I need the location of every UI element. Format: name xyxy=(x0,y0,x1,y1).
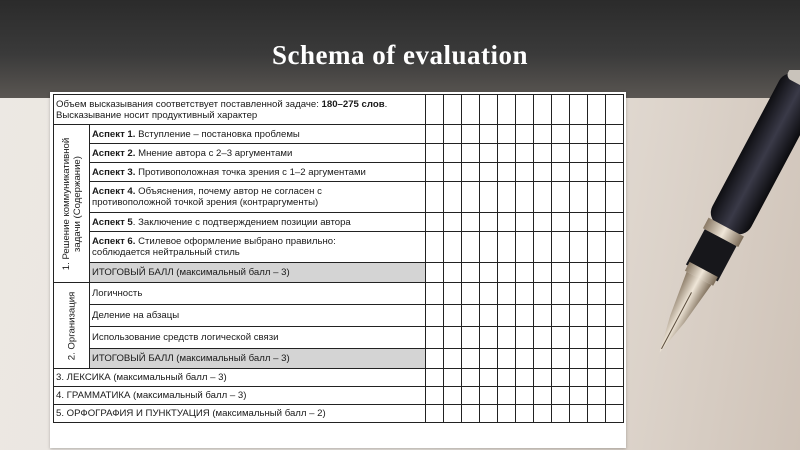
score-cell xyxy=(444,125,462,144)
score-cell xyxy=(426,387,444,405)
score-cell xyxy=(534,95,552,125)
score-cell xyxy=(606,369,624,387)
score-cell xyxy=(552,213,570,232)
score-cell xyxy=(606,387,624,405)
score-cell xyxy=(534,349,552,369)
score-cell xyxy=(426,349,444,369)
section2-label: 2. Организация xyxy=(54,283,90,369)
score-cell xyxy=(534,283,552,305)
score-cell xyxy=(462,182,480,213)
score-cell xyxy=(552,163,570,182)
score-cell xyxy=(444,327,462,349)
score-cell xyxy=(534,182,552,213)
table-row xyxy=(54,232,624,263)
score-cell xyxy=(552,232,570,263)
score-cell xyxy=(498,405,516,423)
score-cell xyxy=(462,369,480,387)
score-cell xyxy=(570,95,588,125)
aspect-cell: Аспект 2. Мнение автора с 2–3 аргументами xyxy=(90,144,426,163)
score-cell xyxy=(516,369,534,387)
score-cell xyxy=(552,349,570,369)
lexis-cell: 3. ЛЕКСИКА (максимальный балл – 3) xyxy=(54,369,426,387)
score-cell xyxy=(426,283,444,305)
score-cell xyxy=(480,405,498,423)
spelling-punctuation-cell: 5. ОРФОГРАФИЯ И ПУНКТУАЦИЯ (максимальный балл – 2) xyxy=(54,405,426,423)
score-cell xyxy=(426,405,444,423)
score-cell xyxy=(480,263,498,283)
evaluation-sheet xyxy=(50,92,626,448)
score-cell xyxy=(588,327,606,349)
table-row xyxy=(54,182,624,213)
score-cell xyxy=(588,405,606,423)
score-cell xyxy=(516,405,534,423)
score-cell xyxy=(480,327,498,349)
score-cell xyxy=(534,144,552,163)
score-cell xyxy=(588,349,606,369)
score-cell xyxy=(588,95,606,125)
score-cell xyxy=(498,182,516,213)
score-cell xyxy=(426,305,444,327)
score-cell xyxy=(588,144,606,163)
score-cell xyxy=(606,283,624,305)
score-cell xyxy=(570,305,588,327)
score-cell xyxy=(444,144,462,163)
score-cell xyxy=(606,213,624,232)
score-cell xyxy=(606,327,624,349)
score-cell xyxy=(588,387,606,405)
score-cell xyxy=(498,283,516,305)
table-row xyxy=(54,125,624,144)
score-cell xyxy=(480,163,498,182)
score-cell xyxy=(588,182,606,213)
score-cell xyxy=(480,387,498,405)
score-cell xyxy=(534,369,552,387)
score-cell xyxy=(516,125,534,144)
score-cell xyxy=(552,327,570,349)
score-cell xyxy=(480,95,498,125)
score-cell xyxy=(552,144,570,163)
score-cell xyxy=(516,213,534,232)
score-cell xyxy=(444,95,462,125)
score-cell xyxy=(426,182,444,213)
score-cell xyxy=(444,232,462,263)
score-cell xyxy=(552,182,570,213)
score-cell xyxy=(534,405,552,423)
score-cell xyxy=(426,232,444,263)
score-cell xyxy=(606,125,624,144)
score-cell xyxy=(516,144,534,163)
table-row xyxy=(54,95,624,125)
score-cell xyxy=(498,305,516,327)
score-cell xyxy=(444,369,462,387)
score-cell xyxy=(480,369,498,387)
score-cell xyxy=(498,369,516,387)
score-cell xyxy=(444,163,462,182)
table-row xyxy=(54,213,624,232)
score-cell xyxy=(498,144,516,163)
score-cell xyxy=(480,305,498,327)
score-cell xyxy=(588,213,606,232)
score-cell xyxy=(534,327,552,349)
score-cell xyxy=(516,305,534,327)
score-cell xyxy=(534,387,552,405)
score-cell xyxy=(498,125,516,144)
score-cell xyxy=(516,182,534,213)
score-cell xyxy=(606,144,624,163)
score-cell xyxy=(570,213,588,232)
score-cell xyxy=(552,305,570,327)
score-cell xyxy=(480,213,498,232)
score-cell xyxy=(516,263,534,283)
score-cell xyxy=(462,327,480,349)
score-cell xyxy=(480,232,498,263)
score-cell xyxy=(498,95,516,125)
slide-title: Schema of evaluation xyxy=(272,40,528,70)
table-row xyxy=(54,163,624,182)
score-cell xyxy=(552,263,570,283)
score-cell xyxy=(444,263,462,283)
score-cell xyxy=(498,387,516,405)
score-cell xyxy=(426,125,444,144)
table-row xyxy=(54,283,624,305)
score-cell xyxy=(570,405,588,423)
score-cell xyxy=(516,95,534,125)
score-cell xyxy=(552,125,570,144)
score-cell xyxy=(498,232,516,263)
score-cell xyxy=(444,182,462,213)
score-cell xyxy=(462,263,480,283)
score-cell xyxy=(552,387,570,405)
score-cell xyxy=(552,283,570,305)
score-cell xyxy=(462,144,480,163)
score-cell xyxy=(516,327,534,349)
score-cell xyxy=(534,213,552,232)
table-row xyxy=(54,144,624,163)
score-cell xyxy=(516,283,534,305)
score-cell xyxy=(534,163,552,182)
score-cell xyxy=(462,387,480,405)
score-cell xyxy=(444,405,462,423)
score-cell xyxy=(516,349,534,369)
aspect-cell: Аспект 6. Стилевое оформление выбрано правильно: соблюдается нейтральный стиль xyxy=(90,232,426,263)
score-cell xyxy=(444,387,462,405)
table-row xyxy=(54,327,624,349)
volume-criterion-cell: Объем высказывания соответствует поставленной задаче: 180–275 слов. Высказывание носит продуктивный характер xyxy=(54,95,426,125)
score-cell xyxy=(462,213,480,232)
score-cell xyxy=(588,263,606,283)
score-cell xyxy=(570,163,588,182)
score-cell xyxy=(462,232,480,263)
score-cell xyxy=(534,305,552,327)
score-cell xyxy=(426,369,444,387)
score-cell xyxy=(606,405,624,423)
score-cell xyxy=(606,95,624,125)
score-cell xyxy=(552,369,570,387)
score-cell xyxy=(426,163,444,182)
score-cell xyxy=(570,369,588,387)
score-cell xyxy=(588,369,606,387)
score-cell xyxy=(462,405,480,423)
organization-item-cell: Логичность xyxy=(90,283,426,305)
score-cell xyxy=(552,95,570,125)
score-cell xyxy=(570,182,588,213)
score-cell xyxy=(534,125,552,144)
score-cell xyxy=(570,232,588,263)
aspect-cell: Аспект 5. Заключение с подтверждением позиции автора xyxy=(90,213,426,232)
score-cell xyxy=(480,182,498,213)
aspect-cell: Аспект 4. Объяснения, почему автор не согласен с противоположной точкой зрения (контраргументы) xyxy=(90,182,426,213)
score-cell xyxy=(462,163,480,182)
score-cell xyxy=(606,232,624,263)
score-cell xyxy=(552,405,570,423)
section1-total-cell: ИТОГОВЫЙ БАЛЛ (максимальный балл – 3) xyxy=(90,263,426,283)
score-cell xyxy=(570,327,588,349)
score-cell xyxy=(426,213,444,232)
aspect-cell: Аспект 1. Вступление – постановка проблемы xyxy=(90,125,426,144)
score-cell xyxy=(480,283,498,305)
organization-item-cell: Использование средств логической связи xyxy=(90,327,426,349)
score-cell xyxy=(426,327,444,349)
score-cell xyxy=(570,387,588,405)
score-cell xyxy=(516,232,534,263)
score-cell xyxy=(498,349,516,369)
score-cell xyxy=(570,263,588,283)
grammar-cell: 4. ГРАММАТИКА (максимальный балл – 3) xyxy=(54,387,426,405)
score-cell xyxy=(462,125,480,144)
score-cell xyxy=(480,144,498,163)
score-cell xyxy=(606,182,624,213)
score-cell xyxy=(444,349,462,369)
table-row xyxy=(54,369,624,387)
score-cell xyxy=(606,263,624,283)
score-cell xyxy=(462,305,480,327)
score-cell xyxy=(570,144,588,163)
score-cell xyxy=(444,283,462,305)
table-row xyxy=(54,263,624,283)
score-cell xyxy=(498,163,516,182)
score-cell xyxy=(606,163,624,182)
score-cell xyxy=(498,263,516,283)
score-cell xyxy=(480,349,498,369)
score-cell xyxy=(606,305,624,327)
table-row xyxy=(54,387,624,405)
fountain-pen-image xyxy=(630,70,800,370)
score-cell xyxy=(570,283,588,305)
score-cell xyxy=(588,283,606,305)
section1-label: 1. Решение коммуникативной задачи (Содержание) xyxy=(54,125,90,283)
table-row xyxy=(54,305,624,327)
score-cell xyxy=(426,95,444,125)
score-cell xyxy=(444,213,462,232)
score-cell xyxy=(444,305,462,327)
score-cell xyxy=(516,387,534,405)
score-cell xyxy=(606,349,624,369)
table-row xyxy=(54,405,624,423)
score-cell xyxy=(516,163,534,182)
score-cell xyxy=(534,263,552,283)
score-cell xyxy=(588,305,606,327)
evaluation-table xyxy=(53,94,624,423)
score-cell xyxy=(426,263,444,283)
score-cell xyxy=(588,232,606,263)
score-cell xyxy=(426,144,444,163)
score-cell xyxy=(498,327,516,349)
organization-item-cell: Деление на абзацы xyxy=(90,305,426,327)
section2-total-cell: ИТОГОВЫЙ БАЛЛ (максимальный балл – 3) xyxy=(90,349,426,369)
score-cell xyxy=(462,283,480,305)
score-cell xyxy=(498,213,516,232)
aspect-cell: Аспект 3. Противоположная точка зрения с 1–2 аргументами xyxy=(90,163,426,182)
score-cell xyxy=(480,125,498,144)
score-cell xyxy=(534,232,552,263)
score-cell xyxy=(588,163,606,182)
score-cell xyxy=(588,125,606,144)
score-cell xyxy=(462,349,480,369)
score-cell xyxy=(462,95,480,125)
score-cell xyxy=(570,349,588,369)
table-row xyxy=(54,349,624,369)
score-cell xyxy=(570,125,588,144)
